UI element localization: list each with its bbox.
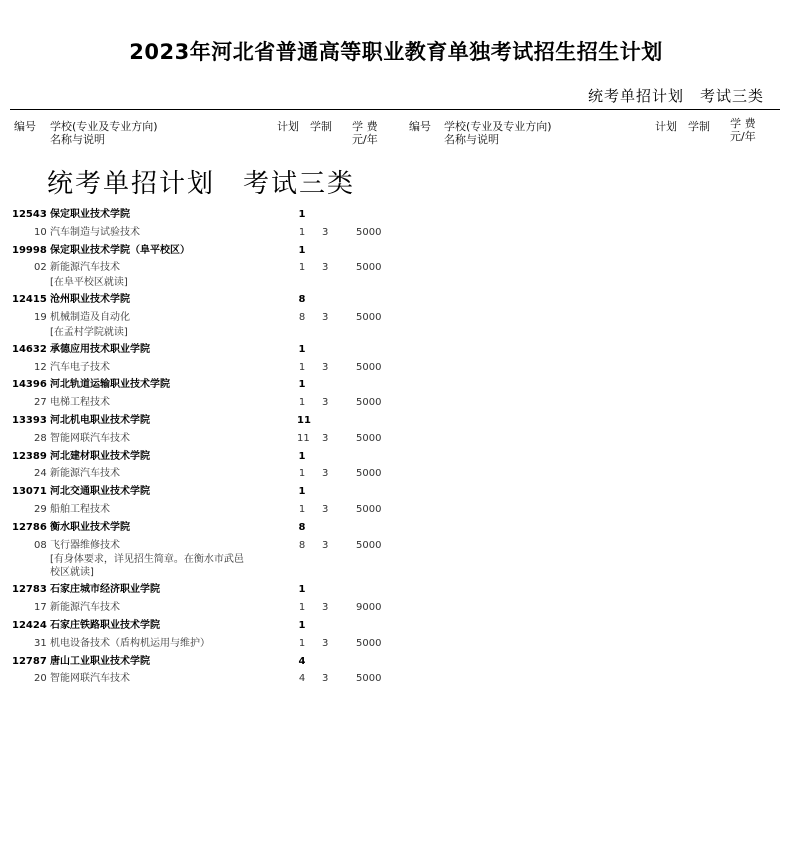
school-row bbox=[0, 451, 420, 469]
school-code: 13393 bbox=[12, 415, 47, 426]
school-plan: 1 bbox=[298, 379, 306, 391]
major-name: 新能源汽车技术 bbox=[50, 468, 120, 480]
major-years: 3 bbox=[322, 673, 329, 685]
major-name: 汽车电子技术 bbox=[50, 361, 110, 373]
header-fee-line1-right: 学 费 bbox=[730, 117, 756, 130]
document-title: 2023年河北省普通高等职业教育单独考试招生招生计划 bbox=[129, 40, 663, 64]
major-code: 19 bbox=[34, 312, 47, 323]
major-code: 27 bbox=[34, 397, 47, 409]
school-code: 12415 bbox=[12, 294, 47, 306]
header-code-left: 编号 bbox=[14, 120, 36, 133]
school-row bbox=[0, 522, 420, 540]
school-plan: 8 bbox=[298, 294, 306, 306]
school-plan: 1 bbox=[298, 584, 306, 596]
header-school-line1-right: 学校(专业及专业方向) bbox=[444, 120, 552, 133]
school-code: 12787 bbox=[12, 655, 47, 667]
school-code: 12389 bbox=[12, 450, 47, 462]
major-plan: 1 bbox=[298, 468, 306, 480]
major-fee: 5000 bbox=[356, 397, 382, 409]
major-years: 3 bbox=[322, 361, 329, 373]
school-plan: 1 bbox=[298, 343, 306, 355]
school-code: 13071 bbox=[12, 486, 47, 498]
major-plan: 11 bbox=[297, 432, 310, 444]
school-name: 衡水职业技术学院 bbox=[50, 521, 130, 533]
major-plan: 1 bbox=[298, 602, 306, 614]
major-fee: 5000 bbox=[356, 504, 382, 515]
major-years: 3 bbox=[322, 312, 329, 323]
header-school-line2-left: 名称与说明 bbox=[50, 133, 105, 146]
school-row bbox=[0, 294, 420, 312]
major-code: 12 bbox=[34, 361, 47, 373]
header-years-right: 学制 bbox=[688, 120, 710, 133]
major-years: 3 bbox=[322, 432, 329, 444]
school-plan: 8 bbox=[298, 521, 306, 533]
major-name: 飞行器维修技术 bbox=[50, 539, 120, 551]
school-row bbox=[0, 209, 420, 227]
major-name: 新能源汽车技术 bbox=[50, 262, 120, 274]
major-row bbox=[0, 433, 420, 451]
major-row bbox=[0, 468, 420, 486]
school-row bbox=[0, 656, 420, 674]
major-row bbox=[0, 638, 420, 656]
major-years: 3 bbox=[322, 504, 329, 515]
school-name: 河北机电职业技术学院 bbox=[50, 415, 150, 426]
major-note: [在孟村学院就读] bbox=[50, 326, 128, 338]
major-years: 3 bbox=[322, 397, 329, 409]
school-code: 12783 bbox=[12, 584, 47, 596]
header-school-right bbox=[444, 120, 552, 146]
school-plan: 1 bbox=[298, 209, 306, 220]
major-fee: 5000 bbox=[356, 361, 382, 373]
major-fee: 5000 bbox=[356, 312, 382, 323]
major-years: 3 bbox=[322, 539, 329, 551]
school-name: 河北轨道运输职业技术学院 bbox=[50, 379, 170, 391]
major-plan: 1 bbox=[298, 262, 306, 274]
header-school-line2-right: 名称与说明 bbox=[444, 133, 499, 146]
major-fee: 5000 bbox=[356, 226, 382, 238]
header-fee-left bbox=[352, 120, 378, 146]
major-row bbox=[0, 227, 420, 245]
school-code: 19998 bbox=[12, 244, 47, 256]
school-row bbox=[0, 415, 420, 433]
school-code: 12424 bbox=[12, 620, 47, 631]
school-plan: 4 bbox=[298, 655, 306, 667]
major-years: 3 bbox=[322, 226, 329, 238]
school-code: 14396 bbox=[12, 379, 47, 391]
major-years: 3 bbox=[322, 468, 329, 480]
header-fee-line1-left: 学 费 bbox=[352, 120, 378, 133]
major-code: 20 bbox=[34, 673, 47, 685]
major-fee: 5000 bbox=[356, 673, 382, 685]
major-years: 3 bbox=[322, 262, 329, 274]
header-fee-line2-left: 元/年 bbox=[352, 133, 378, 146]
header-fee-line2-right: 元/年 bbox=[730, 130, 756, 143]
header-years-left: 学制 bbox=[310, 120, 332, 133]
major-code: 28 bbox=[34, 432, 47, 444]
major-code: 17 bbox=[34, 602, 47, 614]
school-row bbox=[0, 620, 420, 638]
school-row bbox=[0, 344, 420, 362]
major-plan: 1 bbox=[298, 361, 306, 373]
school-name: 石家庄城市经济职业学院 bbox=[50, 584, 160, 596]
section-title: 统考单招计划 考试三类 bbox=[47, 169, 356, 199]
major-plan: 1 bbox=[298, 504, 306, 515]
major-code: 10 bbox=[34, 226, 47, 238]
major-years: 3 bbox=[322, 637, 329, 649]
school-code: 14632 bbox=[12, 343, 47, 355]
school-name: 唐山工业职业技术学院 bbox=[50, 655, 150, 667]
school-name: 河北建材职业技术学院 bbox=[50, 450, 150, 462]
major-fee: 5000 bbox=[356, 468, 382, 480]
major-row bbox=[0, 362, 420, 380]
school-name: 石家庄铁路职业技术学院 bbox=[50, 620, 160, 631]
major-row bbox=[0, 602, 420, 620]
school-row bbox=[0, 245, 420, 263]
major-name: 机械制造及自动化 bbox=[50, 312, 130, 323]
major-note: [有身体要求，详见招生简章。在衡水市武邑 bbox=[50, 554, 244, 566]
major-name: 汽车制造与试验技术 bbox=[50, 226, 140, 238]
header-plan-left: 计划 bbox=[277, 120, 299, 133]
school-name: 保定职业技术学院 bbox=[50, 209, 130, 220]
school-plan: 1 bbox=[298, 450, 306, 462]
major-row bbox=[0, 397, 420, 415]
major-plan: 8 bbox=[298, 312, 306, 323]
school-plan: 1 bbox=[298, 620, 306, 631]
school-name: 承德应用技术职业学院 bbox=[50, 343, 150, 355]
header-divider bbox=[10, 109, 780, 110]
major-row bbox=[0, 504, 420, 522]
school-row bbox=[0, 486, 420, 504]
major-name: 船舶工程技术 bbox=[50, 504, 110, 515]
document-subtitle: 统考单招计划 考试三类 bbox=[587, 87, 764, 105]
header-school-line1-left: 学校(专业及专业方向) bbox=[50, 120, 158, 133]
major-plan: 4 bbox=[298, 673, 306, 685]
school-name: 河北交通职业技术学院 bbox=[50, 486, 150, 498]
major-name: 机电设备技术（盾构机运用与维护） bbox=[50, 637, 210, 649]
major-plan: 8 bbox=[298, 539, 306, 551]
major-fee: 5000 bbox=[356, 262, 382, 274]
major-fee: 9000 bbox=[356, 602, 382, 614]
major-plan: 1 bbox=[298, 397, 306, 409]
major-name: 智能网联汽车技术 bbox=[50, 673, 130, 685]
major-name: 电梯工程技术 bbox=[50, 397, 110, 409]
school-plan: 11 bbox=[297, 415, 311, 426]
major-row bbox=[0, 673, 420, 691]
major-fee: 5000 bbox=[356, 637, 382, 649]
header-code-right: 编号 bbox=[409, 120, 431, 133]
major-code: 29 bbox=[34, 504, 47, 515]
major-fee: 5000 bbox=[356, 539, 382, 551]
major-code: 02 bbox=[34, 262, 47, 274]
major-name: 智能网联汽车技术 bbox=[50, 432, 130, 444]
major-code: 08 bbox=[34, 539, 47, 551]
major-note: [在阜平校区就读] bbox=[50, 277, 128, 289]
header-school-left bbox=[50, 120, 158, 146]
school-plan: 1 bbox=[298, 244, 306, 256]
major-note: 校区就读] bbox=[50, 567, 94, 579]
school-code: 12786 bbox=[12, 521, 47, 533]
header-fee-right bbox=[730, 117, 756, 143]
school-name: 沧州职业技术学院 bbox=[50, 294, 130, 306]
major-code: 31 bbox=[34, 637, 47, 649]
major-years: 3 bbox=[322, 602, 329, 614]
major-plan: 1 bbox=[298, 637, 306, 649]
school-name: 保定职业技术学院（阜平校区） bbox=[50, 244, 190, 256]
major-name: 新能源汽车技术 bbox=[50, 602, 120, 614]
school-plan: 1 bbox=[298, 486, 306, 498]
school-row bbox=[0, 379, 420, 397]
school-row bbox=[0, 584, 420, 602]
major-plan: 1 bbox=[298, 226, 306, 238]
header-plan-right: 计划 bbox=[655, 120, 677, 133]
school-code: 12543 bbox=[12, 209, 47, 220]
major-code: 24 bbox=[34, 468, 47, 480]
major-fee: 5000 bbox=[356, 432, 382, 444]
